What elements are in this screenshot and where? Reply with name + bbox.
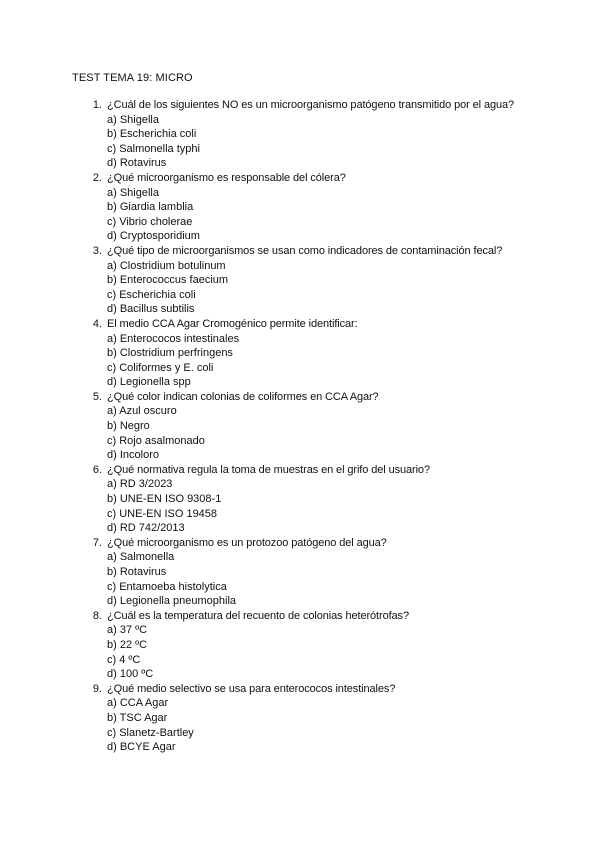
question-text: El medio CCA Agar Cromogénico permite identificar: bbox=[107, 317, 358, 330]
answer-option: a) Shigella bbox=[107, 113, 159, 126]
answer-options bbox=[72, 332, 572, 390]
answer-option: c) Vibrio cholerae bbox=[107, 215, 193, 228]
question-number: 1. bbox=[92, 99, 102, 111]
question-text: ¿Qué normativa regula la toma de muestras en el grifo del usuario? bbox=[107, 463, 430, 476]
question-text: ¿Qué color indican colonias de coliformes en CCA Agar? bbox=[107, 390, 379, 403]
question-item bbox=[72, 463, 572, 536]
question-number: 4. bbox=[92, 317, 102, 330]
answer-options bbox=[72, 259, 572, 317]
question-text: ¿Qué microorganismo es responsable del cólera? bbox=[107, 171, 346, 184]
answer-option: d) BCYE Agar bbox=[107, 741, 176, 754]
answer-options bbox=[72, 550, 572, 608]
answer-option: a) RD 3/2023 bbox=[107, 478, 173, 491]
answer-option: a) Salmonella bbox=[107, 551, 175, 564]
question-list bbox=[72, 98, 572, 755]
question-item bbox=[72, 536, 572, 609]
answer-options bbox=[72, 404, 572, 462]
answer-option: d) Bacillus subtilis bbox=[107, 303, 195, 316]
question-text: ¿Cuál es la temperatura del recuento de colonias heterótrofas? bbox=[107, 609, 409, 622]
answer-option: b) Enterococcus faecium bbox=[107, 274, 229, 287]
answer-option: d) Legionella pneumophila bbox=[107, 595, 237, 608]
answer-option: d) 100 ºC bbox=[107, 668, 154, 681]
answer-option: d) Cryptosporidium bbox=[107, 230, 200, 243]
answer-option: b) UNE-EN ISO 9308-1 bbox=[107, 493, 222, 506]
question-text: ¿Qué medio selectivo se usa para enterococos intestinales? bbox=[107, 682, 396, 695]
question-item bbox=[72, 317, 572, 390]
answer-options bbox=[72, 477, 572, 535]
answer-option: c) Slanetz-Bartley bbox=[107, 726, 194, 739]
answer-option: a) Shigella bbox=[107, 186, 159, 199]
answer-option: c) Rojo asalmonado bbox=[107, 434, 205, 447]
question-item bbox=[72, 609, 572, 682]
answer-option: d) Incoloro bbox=[107, 449, 159, 462]
question-text: ¿Cuál de los siguientes NO es un microorganismo patógeno transmitido por el agua? bbox=[107, 99, 515, 111]
question-number: 2. bbox=[92, 171, 102, 184]
question-text: ¿Qué microorganismo es un protozoo patógeno del agua? bbox=[107, 536, 387, 549]
answer-option: d) Rotavirus bbox=[107, 157, 167, 170]
document-title: TEST TEMA 19: MICRO bbox=[72, 72, 193, 84]
answer-option: c) UNE-EN ISO 19458 bbox=[107, 507, 218, 520]
answer-options bbox=[72, 623, 572, 681]
answer-option: b) Escherichia coli bbox=[107, 128, 197, 141]
answer-option: b) Negro bbox=[107, 420, 150, 433]
question-number: 3. bbox=[92, 244, 102, 257]
answer-option: b) Clostridium perfringens bbox=[107, 347, 233, 360]
question-item bbox=[72, 390, 572, 463]
answer-option: b) Rotavirus bbox=[107, 566, 167, 578]
answer-option: c) Escherichia coli bbox=[107, 288, 196, 301]
answer-option: a) CCA Agar bbox=[107, 697, 169, 710]
answer-option: a) Clostridium botulinum bbox=[107, 259, 226, 272]
question-item bbox=[72, 682, 572, 755]
answer-option: d) RD 742/2013 bbox=[107, 522, 185, 535]
answer-option: c) Salmonella typhi bbox=[107, 142, 200, 155]
answer-option: c) Entamoeba histolytica bbox=[107, 580, 227, 593]
answer-options bbox=[72, 186, 572, 244]
question-number: 7. bbox=[92, 536, 102, 549]
answer-option: c) Coliformes y E. coli bbox=[107, 361, 214, 374]
answer-option: c) 4 ºC bbox=[107, 653, 141, 666]
answer-option: d) Legionella spp bbox=[107, 376, 191, 389]
answer-option: a) Azul oscuro bbox=[107, 405, 177, 418]
question-item bbox=[72, 98, 572, 171]
answer-options bbox=[72, 696, 572, 754]
question-number: 5. bbox=[92, 390, 102, 403]
answer-option: b) TSC Agar bbox=[107, 711, 168, 724]
answer-option: a) Enterococos intestinales bbox=[107, 332, 240, 345]
answer-option: b) 22 ºC bbox=[107, 638, 148, 651]
answer-option: a) 37 ºC bbox=[107, 624, 148, 637]
question-number: 8. bbox=[92, 609, 102, 622]
question-text: ¿Qué tipo de microorganismos se usan como indicadores de contaminación fecal? bbox=[107, 244, 503, 257]
question-item bbox=[72, 171, 572, 244]
answer-options bbox=[72, 113, 572, 171]
answer-option: b) Giardia lamblia bbox=[107, 201, 194, 214]
question-item bbox=[72, 244, 572, 317]
question-number: 6. bbox=[92, 463, 102, 476]
question-number: 9. bbox=[92, 682, 102, 695]
